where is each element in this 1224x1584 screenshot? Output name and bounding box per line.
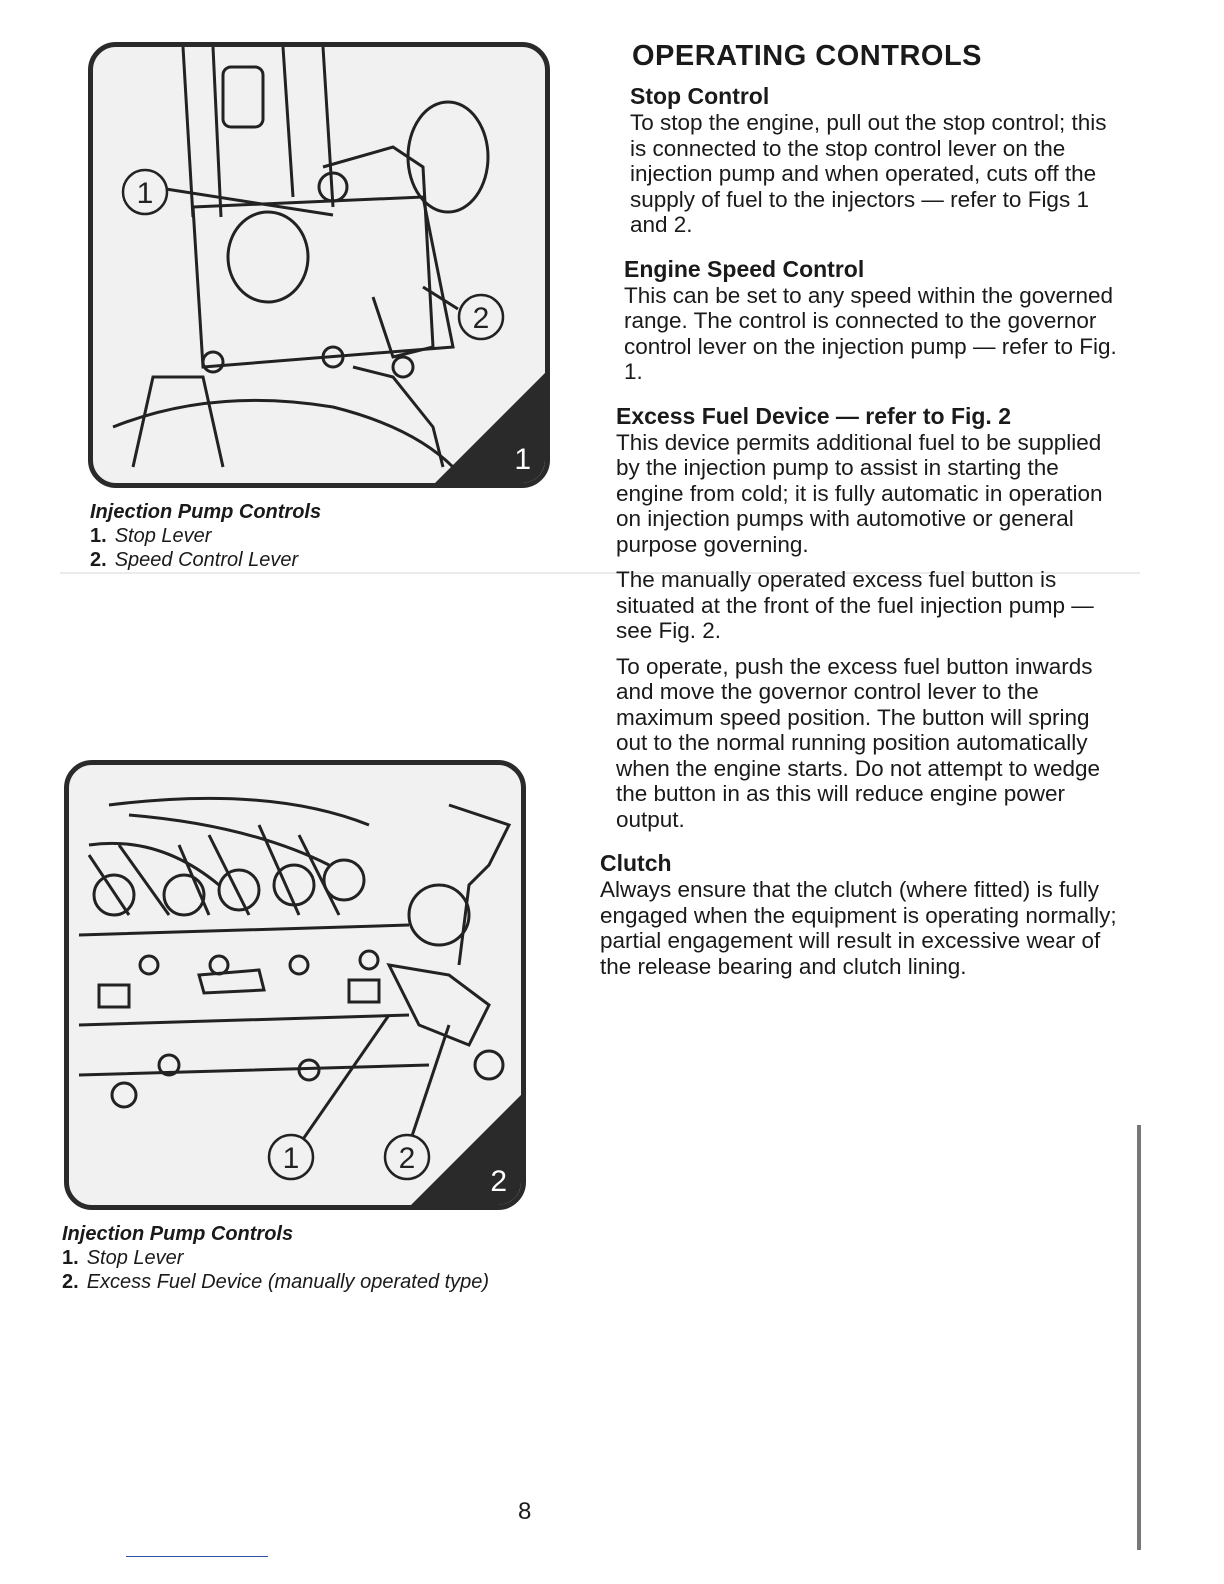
callout-2-marker xyxy=(459,295,503,339)
page-heading: OPERATING CONTROLS xyxy=(632,40,983,72)
section-stop-control xyxy=(630,83,1120,238)
figure-2-caption xyxy=(62,1222,512,1294)
section-engine-speed-control xyxy=(624,256,1120,385)
figure-2-illustration xyxy=(64,760,526,1210)
svg-text:2: 2 xyxy=(398,1142,416,1175)
figure-number: 1 xyxy=(514,443,531,476)
svg-text:1: 1 xyxy=(282,1142,300,1175)
svg-text:1: 1 xyxy=(136,177,154,210)
figure-number: 2 xyxy=(490,1165,507,1198)
caption-item: 2. Speed Control Lever xyxy=(90,549,299,571)
figure-1-caption xyxy=(90,500,530,572)
figure-1-illustration xyxy=(88,42,550,488)
section-paragraph: To stop the engine, pull out the stop control; this is connected to the stop control lever on the injection pump and when operated, cuts off the supply of fuel to the injectors — refer to Figs 1 and 2. xyxy=(630,110,1107,237)
page-number: 8 xyxy=(518,1498,532,1525)
bottom-rule xyxy=(126,1556,268,1557)
section-paragraph: This can be set to any speed within the governed range. The control is connected to the governor control lever on the injection pump — refer to Fig. 1. xyxy=(624,282,1117,384)
section-excess-fuel-device xyxy=(616,403,1120,833)
svg-text:2: 2 xyxy=(472,302,490,335)
caption-title: Injection Pump Controls xyxy=(62,1223,294,1245)
section-title: Excess Fuel Device — refer to Fig. 2 xyxy=(616,402,1011,429)
callout-1-marker xyxy=(269,1135,313,1179)
section-paragraph: Always ensure that the clutch (where fitted) is fully engaged when the equipment is operating normally; partial engagement will result in excessive wear of the release bearing and clutch lining. xyxy=(600,877,1117,979)
section-title: Engine Speed Control xyxy=(624,255,865,282)
section-title: Stop Control xyxy=(630,83,770,109)
section-paragraph: This device permits additional fuel to be supplied by the injection pump to assist in starting the engine from cold; it is fully automatic in operation on injection pumps with automotive or general purpose governing. xyxy=(616,429,1103,557)
caption-item: 2. Excess Fuel Device (manually operated type) xyxy=(62,1271,490,1293)
caption-item: 1. Stop Lever xyxy=(62,1247,184,1269)
caption-title: Injection Pump Controls xyxy=(90,501,322,523)
section-paragraph: To operate, push the excess fuel button inwards and move the governor control lever to the maximum speed position. The button will spring out to the normal running position automatically when the engine starts. Do not attempt to wedge the button in as this will reduce engine power output. xyxy=(616,653,1101,832)
callout-1-marker xyxy=(123,170,167,214)
scan-edge-line xyxy=(1137,1125,1141,1550)
section-paragraph: The manually operated excess fuel button is situated at the front of the fuel injection pump — see Fig. 2. xyxy=(616,567,1094,643)
operating-controls-text xyxy=(600,40,1120,997)
section-clutch xyxy=(600,850,1120,979)
section-title: Clutch xyxy=(600,850,672,876)
caption-item: 1. Stop Lever xyxy=(90,525,212,547)
